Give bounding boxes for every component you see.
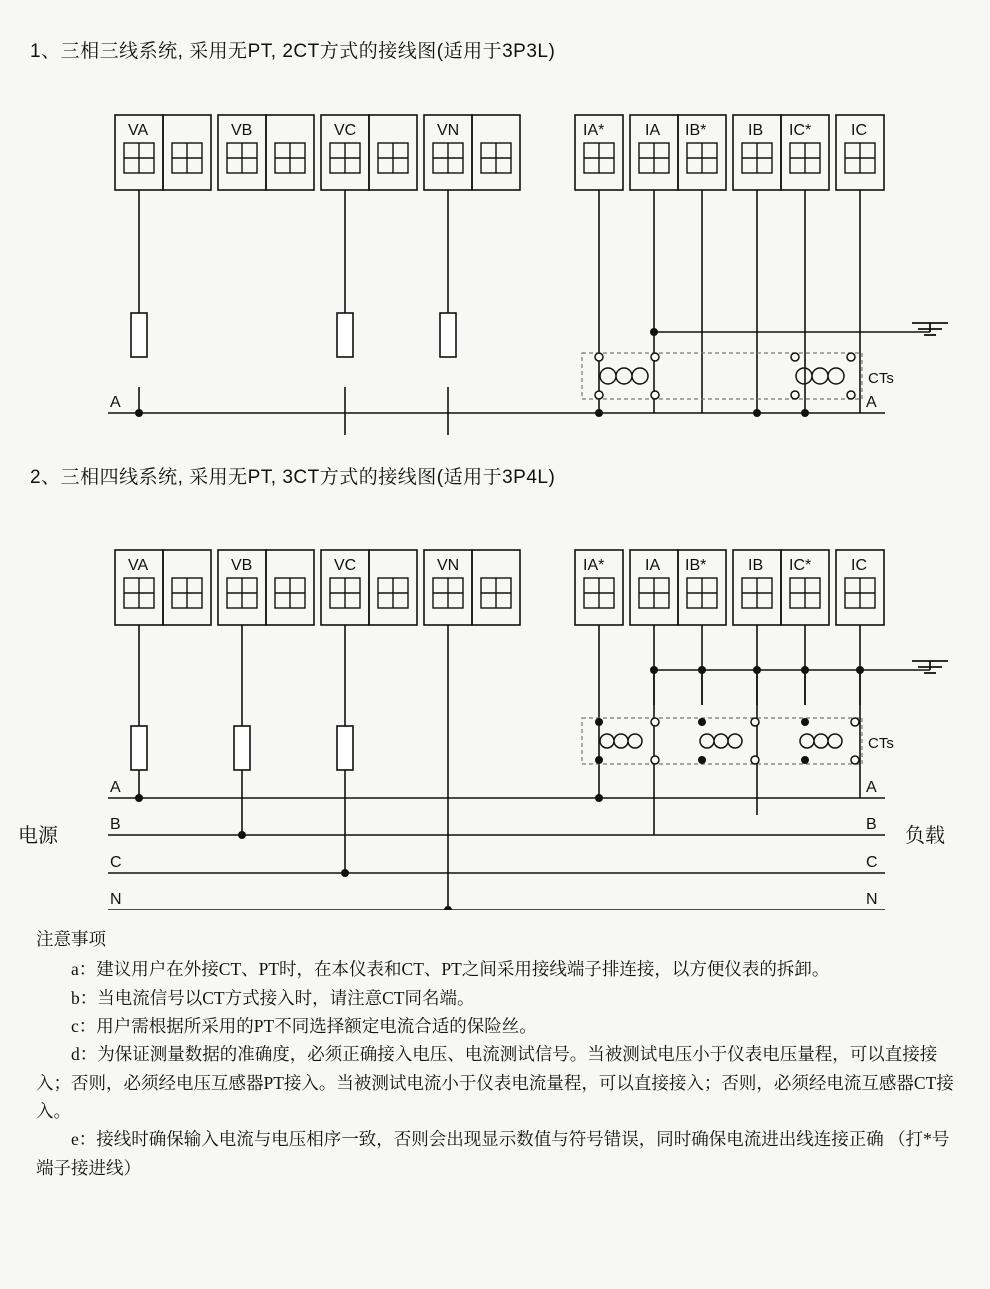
terminal-label: VN <box>437 122 460 139</box>
section-2-heading: 2、三相四线系统, 采用无PT, 3CT方式的接线图(适用于3P4L) <box>30 467 556 488</box>
source-label: 电源 <box>18 825 58 847</box>
phase-label-right: C <box>866 854 878 871</box>
terminal-block-voltage <box>115 115 520 190</box>
terminal-label: IC <box>851 122 867 139</box>
junction-dots <box>135 328 809 435</box>
phase-label-left: B <box>110 816 121 833</box>
ct-coil-right <box>796 368 844 384</box>
terminal-label: IA <box>645 122 661 139</box>
terminal-label: IB <box>748 122 764 139</box>
note-item-a: a：建议用户在外接CT、PT时，在本仪表和CT、PT之间采用接线端子排连接，以方便仪表的拆卸。 <box>71 959 830 980</box>
terminal-label: IB* <box>685 557 707 574</box>
phase-label-right: A <box>866 394 877 411</box>
phase-label-right: B <box>866 816 877 833</box>
terminal-label: IA* <box>583 557 605 574</box>
ct-label: CTs <box>868 735 894 752</box>
terminal-label: VC <box>334 557 357 574</box>
notes-section <box>36 925 956 1182</box>
terminal-label: VN <box>437 557 460 574</box>
terminal-block-current <box>575 115 884 190</box>
phase-label-left: N <box>110 891 122 908</box>
terminal-label: VB <box>231 122 253 139</box>
terminal-block-voltage <box>115 550 520 625</box>
terminal-label: IA* <box>583 122 605 139</box>
ct-label: CTs <box>868 370 894 387</box>
ct-terminal-circles <box>595 353 855 399</box>
load-label: 负载 <box>905 825 945 847</box>
terminal-label: VC <box>334 122 357 139</box>
terminal-screws-current <box>584 578 875 608</box>
terminal-label: IA <box>645 557 661 574</box>
note-item-e: e：接线时确保输入电流与电压相序一致，否则会出现显示数值与符号错误，同时确保电流进出线连接正确 （打*号端子接进线） <box>36 1129 950 1178</box>
phase-label-left: A <box>110 779 121 796</box>
fuse <box>131 313 456 357</box>
notes-title: 注意事项 <box>36 929 106 949</box>
terminal-label: IC <box>851 557 867 574</box>
note-item-d: d：为保证测量数据的准确度，必须正确接入电压、电流测试信号。当被测试电压小于仪表电压量程，可以直接接入；否则，必须经电压互感器PT接入。当被测试电流小于仪表电流量程，可以直接接入；否则，必须经电流互感器CT接入。 <box>36 1044 954 1122</box>
ct-coil-a <box>600 734 642 748</box>
terminal-label: VA <box>128 557 149 574</box>
terminal-label: VA <box>128 122 149 139</box>
terminal-label: VB <box>231 557 253 574</box>
terminal-screws-current <box>584 143 875 173</box>
terminal-block-current <box>575 550 884 625</box>
terminal-label: IC* <box>789 122 812 139</box>
section-1-heading: 1、三相三线系统, 采用无PT, 2CT方式的接线图(适用于3P3L) <box>30 41 556 62</box>
note-item-c: c：用户需根据所采用的PT不同选择额定电流合适的保险丝。 <box>71 1016 537 1037</box>
fuse <box>131 726 353 770</box>
diagram-3p4l <box>0 530 990 910</box>
phase-label-left: C <box>110 854 122 871</box>
phase-label-right: A <box>866 779 877 796</box>
terminal-screws-voltage <box>124 143 511 173</box>
ct-coil-b <box>700 734 742 748</box>
terminal-label: IC* <box>789 557 812 574</box>
ct-coil-left <box>600 368 648 384</box>
ground-symbol <box>912 661 948 673</box>
terminal-screws-voltage <box>124 578 511 608</box>
terminal-label: IB* <box>685 122 707 139</box>
note-item-b: b：当电流信号以CT方式接入时，请注意CT同名端。 <box>71 987 475 1008</box>
terminal-label: IB <box>748 557 764 574</box>
phase-label-left: A <box>110 394 121 411</box>
diagram-3p3l <box>0 95 990 435</box>
phase-label-right: N <box>866 891 878 908</box>
ground-symbol <box>912 323 948 335</box>
ct-coil-c <box>800 734 842 748</box>
